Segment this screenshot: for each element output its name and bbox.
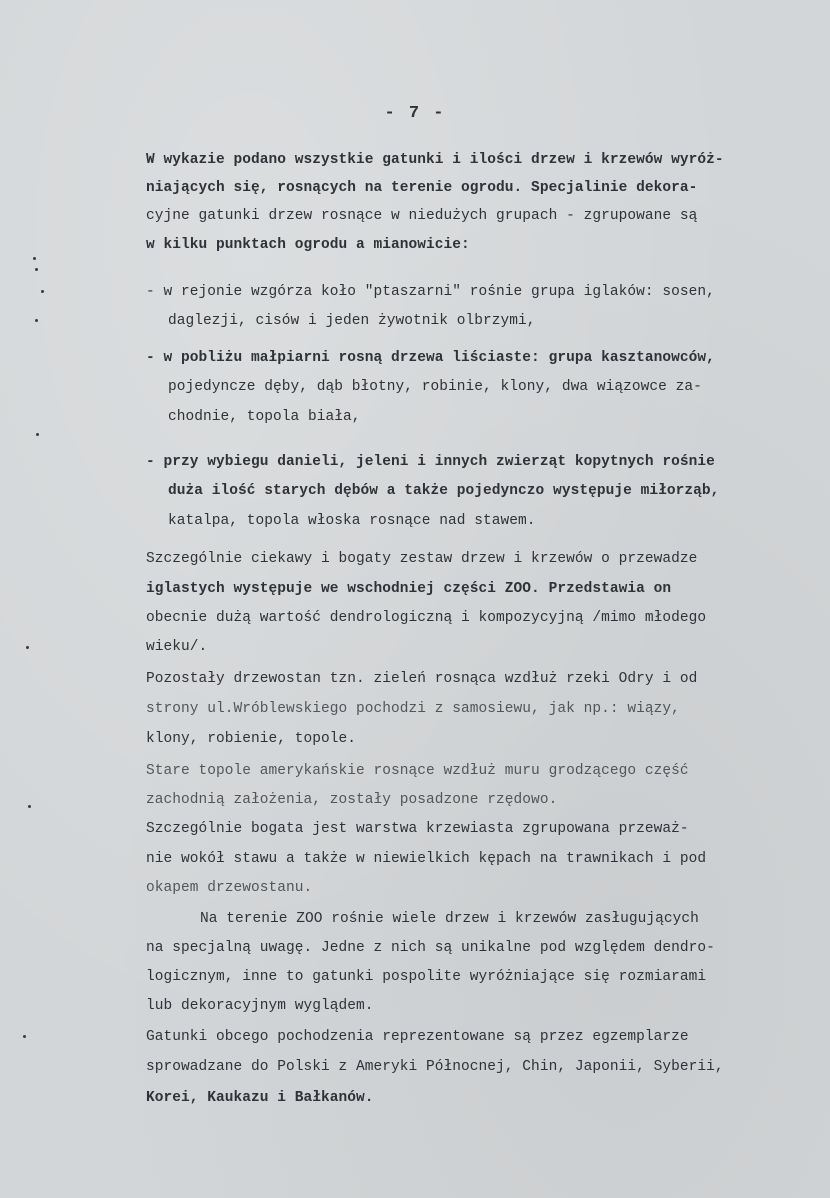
text-line: w kilku punktach ogrodu a mianowicie: — [146, 237, 470, 253]
page-number: - 7 - — [384, 104, 446, 123]
text-line: Pozostały drzewostan tzn. zieleń rosnąca wzdłuż rzeki Odry i od — [146, 671, 698, 687]
list-item-line: - przy wybiegu danieli, jeleni i innych zwierząt kopytnych rośnie — [146, 454, 715, 470]
margin-mark — [23, 1035, 26, 1038]
text-line: sprowadzane do Polski z Ameryki Północnej, Chin, Japonii, Syberii, — [146, 1059, 724, 1075]
list-item-line: duża ilość starych dębów a także pojedynczo występuje miłorząb, — [168, 483, 720, 499]
text-line: wieku/. — [146, 639, 208, 655]
margin-mark — [36, 433, 39, 436]
text-line: W wykazie podano wszystkie gatunki i ilości drzew i krzewów wyróż- — [146, 152, 724, 168]
text-line: okapem drzewostanu. — [146, 880, 313, 896]
list-item-line: - w pobliżu małpiarni rosną drzewa liściaste: grupa kasztanowców, — [146, 350, 715, 366]
margin-mark — [33, 257, 36, 260]
text-line: logicznym, inne to gatunki pospolite wyróżniające się rozmiarami — [146, 969, 707, 985]
margin-mark — [35, 268, 38, 271]
text-line: na specjalną uwagę. Jedne z nich są unikalne pod względem dendro- — [146, 940, 715, 956]
list-item-line: - w rejonie wzgórza koło "ptaszarni" rośnie grupa iglaków: sosen, — [146, 284, 715, 300]
text-line: Stare topole amerykańskie rosnące wzdłuż muru grodzącego część — [146, 763, 689, 779]
text-line: Korei, Kaukazu i Bałkanów. — [146, 1090, 374, 1106]
text-line: Szczególnie bogata jest warstwa krzewiasta zgrupowana przeważ- — [146, 821, 689, 837]
list-item-line: chodnie, topola biała, — [168, 409, 361, 425]
margin-mark — [41, 290, 44, 293]
text-line: obecnie dużą wartość dendrologiczną i kompozycyjną /mimo młodego — [146, 610, 707, 626]
text-line: Szczególnie ciekawy i bogaty zestaw drzew i krzewów o przewadze — [146, 551, 698, 567]
list-item-line: daglezji, cisów i jeden żywotnik olbrzymi, — [168, 313, 536, 329]
text-line: iglastych występuje we wschodniej części ZOO. Przedstawia on — [146, 581, 672, 597]
margin-mark — [28, 805, 31, 808]
text-line: nie wokół stawu a także w niewielkich kępach na trawnikach i pod — [146, 851, 707, 867]
text-line: Gatunki obcego pochodzenia reprezentowane są przez egzemplarze — [146, 1029, 689, 1045]
margin-mark — [35, 319, 38, 322]
text-line: niających się, rosnących na terenie ogrodu. Specjalinie dekora- — [146, 180, 698, 196]
text-line: strony ul.Wróblewskiego pochodzi z samosiewu, jak np.: wiązy, — [146, 701, 680, 717]
list-item-line: pojedyncze dęby, dąb błotny, robinie, klony, dwa wiązowce za- — [168, 379, 702, 395]
text-line: zachodnią założenia, zostały posadzone rzędowo. — [146, 792, 558, 808]
text-line: lub dekoracyjnym wyglądem. — [146, 998, 374, 1014]
paragraph-first-line: Na terenie ZOO rośnie wiele drzew i krzewów zasługujących — [200, 911, 699, 927]
list-item-line: katalpa, topola włoska rosnące nad stawem. — [168, 513, 536, 529]
text-line: klony, robienie, topole. — [146, 731, 357, 747]
margin-mark — [26, 646, 29, 649]
text-line: cyjne gatunki drzew rosnące w niedużych grupach - zgrupowane są — [146, 208, 698, 224]
